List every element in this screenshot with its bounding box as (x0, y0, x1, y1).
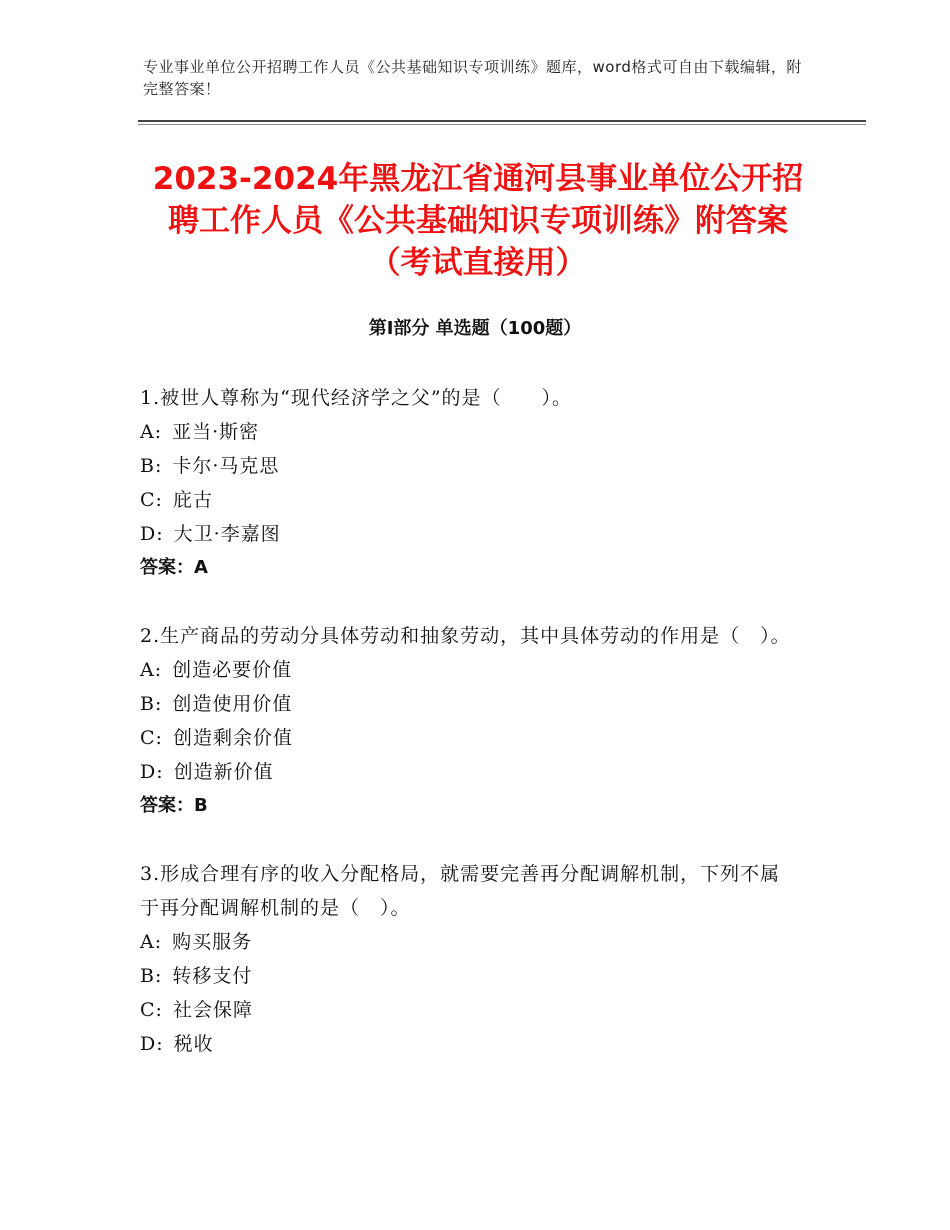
option-text: 创造新价值 (173, 761, 274, 783)
option-d (140, 755, 800, 789)
option-b (140, 687, 800, 721)
option-key: D: (140, 1033, 164, 1055)
option-text: 卡尔·马克思 (172, 455, 280, 477)
option-key: A: (140, 659, 163, 681)
question-stem: 1.被世人尊称为“现代经济学之父”的是（ ）。 (140, 387, 573, 409)
option-key: B: (140, 965, 163, 987)
question-3 (140, 857, 800, 1061)
option-a (140, 653, 800, 687)
question-2 (140, 619, 800, 823)
header-divider (138, 120, 866, 122)
header-note: 专业事业单位公开招聘工作人员《公共基础知识专项训练》题库，word格式可自由下载编辑，附完整答案！ (143, 58, 802, 98)
option-key: D: (140, 761, 164, 783)
option-b (140, 959, 800, 993)
option-b (140, 449, 800, 483)
option-key: A: (140, 931, 163, 953)
option-text: 亚当·斯密 (172, 421, 260, 443)
option-key: C: (140, 999, 163, 1021)
answer: 答案：A (140, 557, 208, 578)
option-a (140, 925, 800, 959)
option-key: D: (140, 523, 164, 545)
document-title: 2023-2024年黑龙江省通河县事业单位公开招聘工作人员《公共基础知识专项训练》附答案（考试直接用） (152, 161, 804, 281)
option-text: 创造使用价值 (172, 693, 293, 715)
option-d (140, 517, 800, 551)
option-text: 庇古 (172, 489, 213, 511)
question-1 (140, 381, 800, 585)
option-key: B: (140, 455, 163, 477)
question-stem: 2.生产商品的劳动分具体劳动和抽象劳动，其中具体劳动的作用是（ ）。 (140, 625, 791, 647)
option-text: 社会保障 (172, 999, 253, 1021)
option-text: 税收 (173, 1033, 214, 1055)
option-key: A: (140, 421, 163, 443)
option-text: 转移支付 (172, 965, 253, 987)
option-key: C: (140, 727, 163, 749)
option-text: 购买服务 (172, 931, 253, 953)
option-key: B: (140, 693, 163, 715)
option-c (140, 993, 800, 1027)
option-key: C: (140, 489, 163, 511)
option-c (140, 721, 800, 755)
header-divider-thin (138, 124, 866, 125)
option-text: 大卫·李嘉图 (173, 523, 281, 545)
option-c (140, 483, 800, 517)
option-d (140, 1027, 800, 1061)
answer: 答案：B (140, 795, 208, 816)
option-text: 创造必要价值 (172, 659, 293, 681)
question-stem: 3.形成合理有序的收入分配格局，就需要完善再分配调解机制，下列不属于再分配调解机制的是（ ）。 (140, 863, 781, 919)
option-a (140, 415, 800, 449)
question-list (140, 381, 800, 1095)
option-text: 创造剩余价值 (172, 727, 293, 749)
part-heading: 第I部分 单选题（100题） (368, 318, 582, 339)
